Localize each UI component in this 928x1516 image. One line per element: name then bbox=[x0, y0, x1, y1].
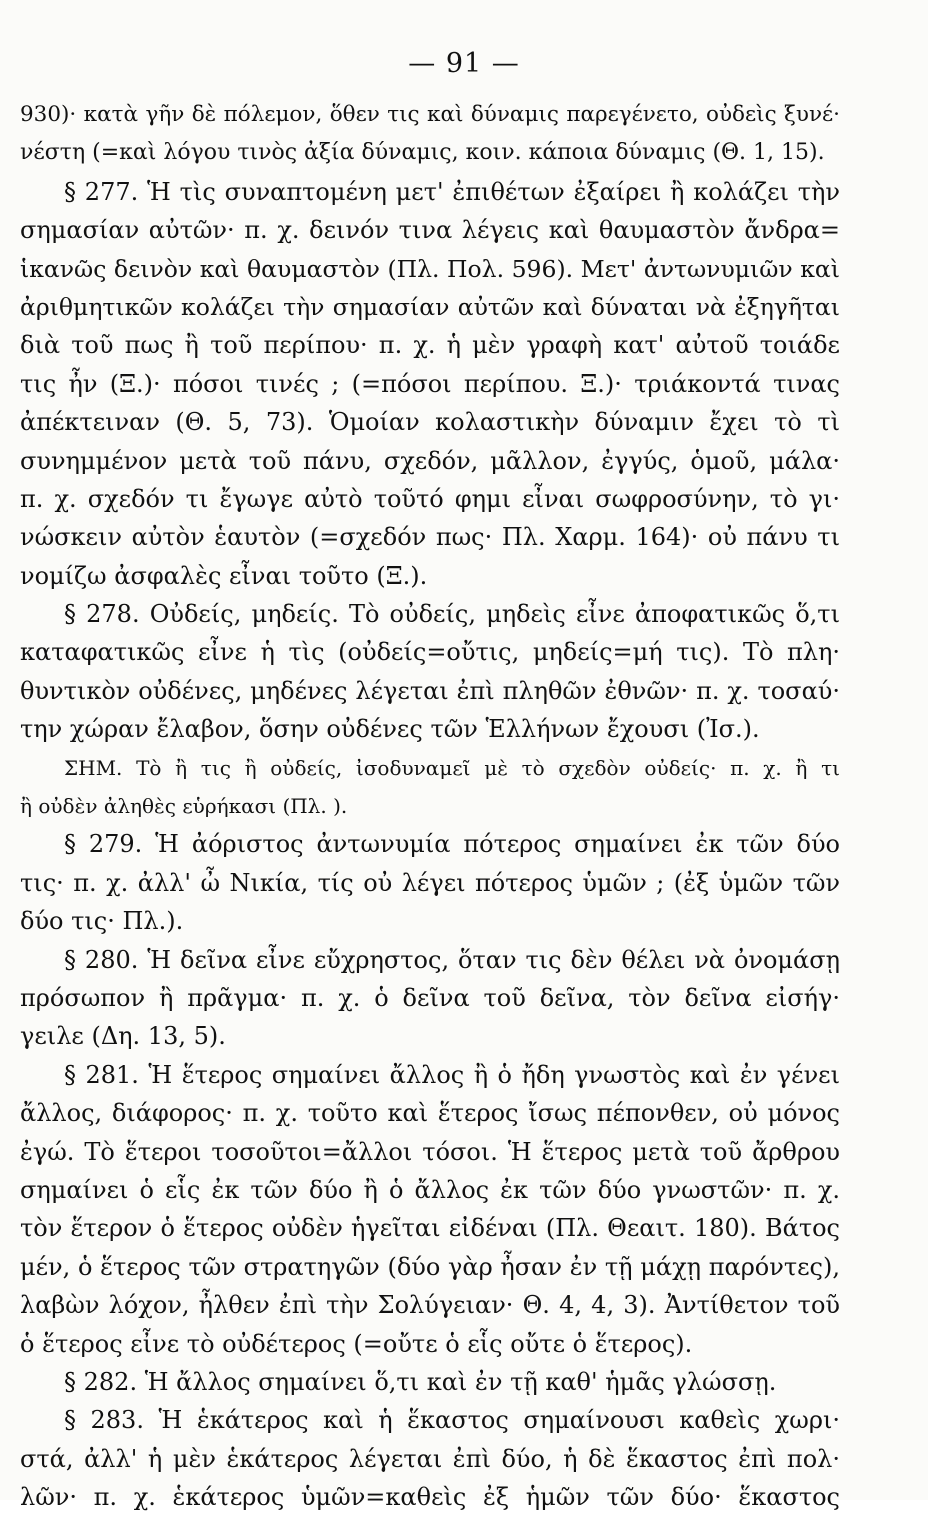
text-line: ἱκανῶς δεινὸν καὶ θαυμαστὸν (Πλ. Πολ. 596). Μετ' ἀντωνυμιῶν καὶ bbox=[20, 254, 840, 283]
text-line: νομίζω ἀσφαλὲς εἶναι τοῦτο (Ξ.). bbox=[20, 561, 428, 590]
text-line: δύο τις· Πλ.). bbox=[20, 907, 184, 936]
paragraph-278-heading: § 278. Οὐδείς, μηδείς. Τὸ οὐδείς, μηδεὶς εἶνε ἀποφατικῶς ὅ,τι bbox=[64, 600, 840, 629]
paragraph-282-heading: § 282. Ἡ ἄλλος σημαίνει ὅ,τι καὶ ἐν τῇ καθ' ἡμᾶς γλώσσῃ. bbox=[64, 1367, 777, 1396]
note-line: ἢ οὐδὲν ἀληθὲς εὑρήκασι (Πλ. ). bbox=[20, 794, 348, 819]
text-line: ἐγώ. Τὸ ἕτεροι τοσοῦτοι=ἄλλοι τόσοι. Ἡ ἕτερος μετὰ τοῦ ἄρθρου bbox=[20, 1137, 840, 1166]
text-line: την χώραν ἔλαβον, ὅσην οὐδένες τῶν Ἑλλήνων ἔχουσι (Ἰσ.). bbox=[20, 715, 760, 744]
text-line: ὁ ἕτερος εἶνε τὸ οὐδέτερος (=οὔτε ὁ εἷς οὔτε ὁ ἕτερος). bbox=[20, 1329, 693, 1358]
text-line: συνημμένον μετὰ τοῦ πάνυ, σχεδόν, μᾶλλον, ἐγγύς, ὁμοῦ, μάλα· bbox=[20, 446, 840, 475]
text-line: τις· π. χ. ἀλλ' ὦ Νικία, τίς οὐ λέγει πότερος ὑμῶν ; (ἐξ ὑμῶν τῶν bbox=[20, 868, 840, 897]
text-line: ἄλλος, διάφορος· π. χ. τοῦτο καὶ ἕτερος ἴσως πέπονθεν, οὐ μόνος bbox=[20, 1099, 840, 1128]
text-line: λαβὼν λόχον, ἦλθεν ἐπὶ τὴν Σολύγειαν· Θ. 4, 4, 3). Ἀντίθετον τοῦ bbox=[20, 1291, 840, 1320]
text-line: τὸν ἕτερον ὁ ἕτερος οὐδὲν ἡγεῖται εἰδέναι (Πλ. Θεαιτ. 180). Βάτος bbox=[20, 1214, 840, 1243]
text-line: λῶν· π. χ. ἑκάτερος ὑμῶν=καθεὶς ἐξ ἡμῶν τῶν δύο· ἕκαστος bbox=[20, 1483, 840, 1512]
text-line: γειλε (Δη. 13, 5). bbox=[20, 1022, 226, 1051]
text-line: π. χ. σχεδόν τι ἔγωγε αὐτὸ τοῦτό φημι εἶναι σωφροσύνην, τὸ γι· bbox=[20, 484, 840, 513]
body-text bbox=[20, 96, 840, 1516]
text-line: 930)· κατὰ γῆν δὲ πόλεμον, ὅθεν τις καὶ δύναμις παρεγένετο, οὐδεὶς ξυνέ· bbox=[20, 102, 840, 127]
text-line: καταφατικῶς εἶνε ἡ τὶς (οὐδείς=οὔτις, μηδείς=μή τις). Τὸ πλη· bbox=[20, 638, 840, 667]
text-line: σημαίνει ὁ εἷς ἐκ τῶν δύο ἢ ὁ ἄλλος ἐκ τῶν δύο γνωστῶν· π. χ. bbox=[20, 1175, 840, 1204]
text-line: θυντικὸν οὐδένες, μηδένες λέγεται ἐπὶ πληθῶν ἐθνῶν· π. χ. τοσαύ· bbox=[20, 676, 840, 705]
paragraph-283-heading: § 283. Ἡ ἑκάτερος καὶ ἡ ἕκαστος σημαίνουσι καθεὶς χωρι· bbox=[64, 1406, 840, 1435]
text-line: σημασίαν αὐτῶν· π. χ. δεινόν τινα λέγεις καὶ θαυμαστὸν ἄνδρα= bbox=[20, 216, 840, 245]
paragraph-281-heading: § 281. Ἡ ἕτερος σημαίνει ἄλλος ἢ ὁ ἤδη γνωστὸς καὶ ἐν γένει bbox=[64, 1060, 840, 1089]
paragraph-280-heading: § 280. Ἡ δεῖνα εἶνε εὔχρηστος, ὅταν τις δὲν θέλει νὰ ὀνομάσῃ bbox=[64, 945, 840, 974]
text-line: στά, ἀλλ' ἡ μὲν ἑκάτερος λέγεται ἐπὶ δύο, ἡ δὲ ἕκαστος ἐπὶ πολ· bbox=[20, 1444, 840, 1473]
page-number: — 91 — bbox=[408, 48, 520, 79]
text-line: πρόσωπον ἢ πρᾶγμα· π. χ. ὁ δεῖνα τοῦ δεῖνα, τὸν δεῖνα εἰσήγ· bbox=[20, 983, 840, 1012]
text-line: ἀριθμητικῶν κολάζει τὴν σημασίαν αὐτῶν καὶ δύναται νὰ ἐξηγῆται bbox=[20, 292, 840, 321]
text-line: νώσκειν αὐτὸν ἑαυτὸν (=σχεδόν πως· Πλ. Χαρμ. 164)· οὐ πάνυ τι bbox=[20, 523, 840, 552]
text-line: τις ἦν (Ξ.)· πόσοι τινές ; (=πόσοι περίπου. Ξ.)· τριάκοντά τινας bbox=[20, 369, 840, 398]
paragraph-277-heading: § 277. Ἡ τὶς συναπτομένη μετ' ἐπιθέτων ἐξαίρει ἢ κολάζει τὴν bbox=[64, 177, 840, 206]
paragraph-279-heading: § 279. Ἡ ἀόριστος ἀντωνυμία πότερος σημαίνει ἐκ τῶν δύο bbox=[64, 830, 840, 859]
text-line: διὰ τοῦ πως ἢ τοῦ περίπου· π. χ. ἡ μὲν γραφὴ κατ' αὐτοῦ τοιάδε bbox=[20, 331, 840, 360]
text-line: ἀπέκτειναν (Θ. 5, 73). Ὁμοίαν κολαστικὴν δύναμιν ἔχει τὸ τὶ bbox=[20, 408, 840, 437]
text-line: νέστη (=καὶ λόγου τινὸς ἀξία δύναμις, κοιν. κάποια δύναμις (Θ. 1, 15). bbox=[20, 140, 825, 166]
note-line: ΣΗΜ. Τὸ ἢ τις ἢ οὐδείς, ἰσοδυναμεῖ μὲ τὸ σχεδὸν οὐδείς· π. χ. ἢ τι bbox=[64, 755, 840, 780]
text-line: μέν, ὁ ἕτερος τῶν στρατηγῶν (δύο γὰρ ἦσαν ἐν τῇ μάχῃ παρόντες), bbox=[20, 1252, 840, 1281]
